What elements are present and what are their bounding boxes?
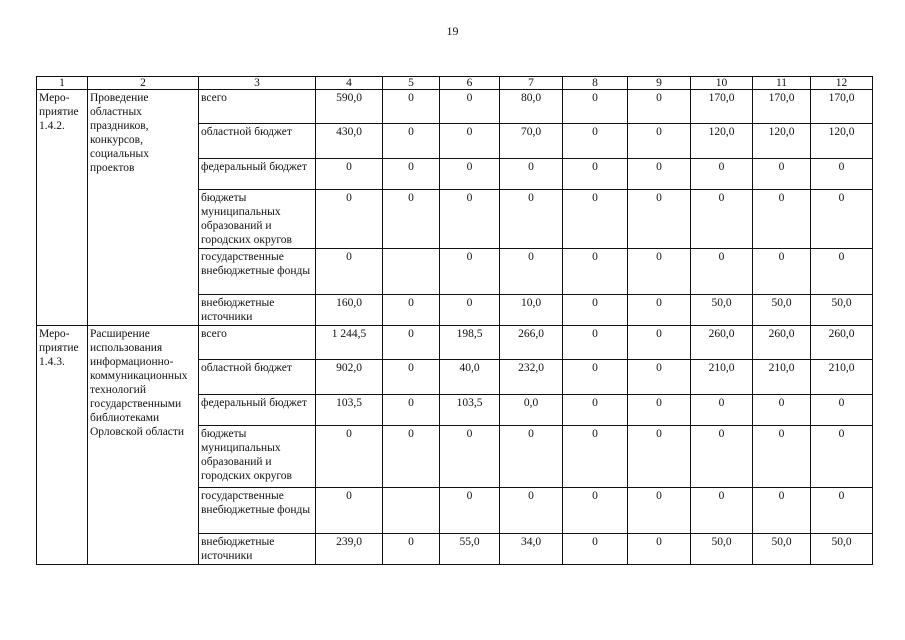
value-cell: 0 [691, 159, 753, 190]
value-cell: 50,0 [753, 534, 811, 565]
column-header: 10 [691, 77, 753, 90]
value-cell: 0 [753, 159, 811, 190]
value-cell: 170,0 [691, 90, 753, 124]
value-cell: 0 [563, 124, 628, 159]
value-cell: 80,0 [500, 90, 563, 124]
value-cell [383, 488, 440, 534]
value-cell: 50,0 [811, 534, 873, 565]
value-cell: 0 [563, 426, 628, 488]
value-cell: 0 [500, 249, 563, 295]
value-cell: 590,0 [316, 90, 383, 124]
value-cell: 40,0 [440, 360, 500, 395]
funding-source: государственные внебюджетные фонды [199, 488, 316, 534]
value-cell: 0 [811, 159, 873, 190]
budget-table [36, 76, 873, 565]
value-cell: 0 [563, 295, 628, 326]
value-cell: 0 [563, 488, 628, 534]
value-cell: 0 [811, 190, 873, 249]
funding-source: внебюджетные источники [199, 534, 316, 565]
value-cell: 10,0 [500, 295, 563, 326]
value-cell: 0 [440, 488, 500, 534]
value-cell: 0 [753, 488, 811, 534]
value-cell: 50,0 [691, 534, 753, 565]
value-cell: 34,0 [500, 534, 563, 565]
value-cell: 0 [500, 159, 563, 190]
value-cell: 0 [628, 190, 691, 249]
funding-source: государственные внебюджетные фонды [199, 249, 316, 295]
value-cell: 0 [628, 488, 691, 534]
value-cell: 0 [563, 326, 628, 360]
value-cell: 0 [383, 295, 440, 326]
column-header: 12 [811, 77, 873, 90]
value-cell: 210,0 [691, 360, 753, 395]
value-cell: 0 [753, 426, 811, 488]
value-cell: 0 [811, 488, 873, 534]
value-cell: 70,0 [500, 124, 563, 159]
value-cell: 210,0 [753, 360, 811, 395]
column-header: 5 [383, 77, 440, 90]
column-header: 11 [753, 77, 811, 90]
funding-source: всего [199, 326, 316, 360]
value-cell: 0 [316, 190, 383, 249]
value-cell: 0 [563, 90, 628, 124]
value-cell: 0 [753, 395, 811, 426]
table-row [37, 90, 873, 124]
value-cell: 198,5 [440, 326, 500, 360]
value-cell: 232,0 [500, 360, 563, 395]
value-cell: 0 [811, 426, 873, 488]
value-cell: 0 [691, 426, 753, 488]
value-cell [383, 249, 440, 295]
column-header: 9 [628, 77, 691, 90]
value-cell: 0 [383, 159, 440, 190]
value-cell: 170,0 [753, 90, 811, 124]
table-row [37, 326, 873, 360]
value-cell: 0 [691, 190, 753, 249]
value-cell: 0 [383, 124, 440, 159]
value-cell: 0 [440, 90, 500, 124]
value-cell: 0 [563, 159, 628, 190]
value-cell: 0 [628, 534, 691, 565]
column-header: 4 [316, 77, 383, 90]
value-cell: 50,0 [811, 295, 873, 326]
value-cell: 0 [383, 326, 440, 360]
value-cell: 0 [383, 190, 440, 249]
value-cell: 0 [628, 426, 691, 488]
value-cell: 0 [563, 360, 628, 395]
value-cell: 0 [628, 395, 691, 426]
value-cell: 0 [811, 249, 873, 295]
value-cell: 0 [440, 159, 500, 190]
value-cell: 0 [691, 488, 753, 534]
value-cell: 0 [383, 534, 440, 565]
funding-source: федеральный бюджет [199, 159, 316, 190]
measure-name: Проведение областных праздников, конкурсов, социальных проектов [88, 90, 199, 326]
value-cell: 0 [753, 249, 811, 295]
funding-source: областной бюджет [199, 360, 316, 395]
funding-source: федеральный бюджет [199, 395, 316, 426]
value-cell: 0 [383, 360, 440, 395]
value-cell: 0 [628, 326, 691, 360]
measure-name: Расширение использования информационно-коммуникационных технологий государственными библиотеками Орловской области [88, 326, 199, 565]
value-cell: 0 [628, 124, 691, 159]
value-cell: 260,0 [753, 326, 811, 360]
value-cell: 0 [500, 488, 563, 534]
value-cell: 0 [440, 426, 500, 488]
value-cell: 0 [628, 249, 691, 295]
value-cell: 120,0 [753, 124, 811, 159]
value-cell: 0 [563, 395, 628, 426]
value-cell: 0 [691, 395, 753, 426]
value-cell: 210,0 [811, 360, 873, 395]
value-cell: 160,0 [316, 295, 383, 326]
value-cell: 0 [316, 426, 383, 488]
value-cell: 0,0 [500, 395, 563, 426]
funding-source: областной бюджет [199, 124, 316, 159]
value-cell: 120,0 [691, 124, 753, 159]
value-cell: 0 [316, 249, 383, 295]
column-header: 2 [88, 77, 199, 90]
value-cell: 0 [383, 426, 440, 488]
value-cell: 0 [440, 295, 500, 326]
column-header: 3 [199, 77, 316, 90]
value-cell: 266,0 [500, 326, 563, 360]
value-cell: 0 [628, 295, 691, 326]
column-header: 7 [500, 77, 563, 90]
value-cell: 430,0 [316, 124, 383, 159]
value-cell: 1 244,5 [316, 326, 383, 360]
value-cell: 50,0 [691, 295, 753, 326]
measure-code: Меро-приятие 1.4.2. [37, 90, 88, 326]
column-number-row [37, 77, 873, 90]
value-cell: 0 [383, 395, 440, 426]
value-cell: 103,5 [440, 395, 500, 426]
column-header: 6 [440, 77, 500, 90]
value-cell: 0 [563, 534, 628, 565]
value-cell: 0 [383, 90, 440, 124]
page-number: 19 [446, 24, 459, 38]
value-cell: 0 [500, 190, 563, 249]
value-cell: 0 [500, 426, 563, 488]
funding-source: внебюджетные источники [199, 295, 316, 326]
funding-source: бюджеты муниципальных образований и городских округов [199, 190, 316, 249]
value-cell: 260,0 [811, 326, 873, 360]
value-cell: 0 [440, 124, 500, 159]
measure-code: Меро-приятие 1.4.3. [37, 326, 88, 565]
value-cell: 0 [811, 395, 873, 426]
value-cell: 0 [628, 159, 691, 190]
value-cell: 0 [563, 249, 628, 295]
value-cell: 0 [440, 249, 500, 295]
value-cell: 0 [628, 90, 691, 124]
value-cell: 0 [316, 488, 383, 534]
value-cell: 170,0 [811, 90, 873, 124]
value-cell: 0 [691, 249, 753, 295]
value-cell: 0 [563, 190, 628, 249]
value-cell: 120,0 [811, 124, 873, 159]
value-cell: 902,0 [316, 360, 383, 395]
funding-source: всего [199, 90, 316, 124]
funding-source: бюджеты муниципальных образований и городских округов [199, 426, 316, 488]
value-cell: 239,0 [316, 534, 383, 565]
value-cell: 0 [753, 190, 811, 249]
value-cell: 0 [316, 159, 383, 190]
column-header: 8 [563, 77, 628, 90]
value-cell: 55,0 [440, 534, 500, 565]
value-cell: 0 [440, 190, 500, 249]
value-cell: 103,5 [316, 395, 383, 426]
value-cell: 260,0 [691, 326, 753, 360]
value-cell: 50,0 [753, 295, 811, 326]
value-cell: 0 [628, 360, 691, 395]
column-header: 1 [37, 77, 88, 90]
